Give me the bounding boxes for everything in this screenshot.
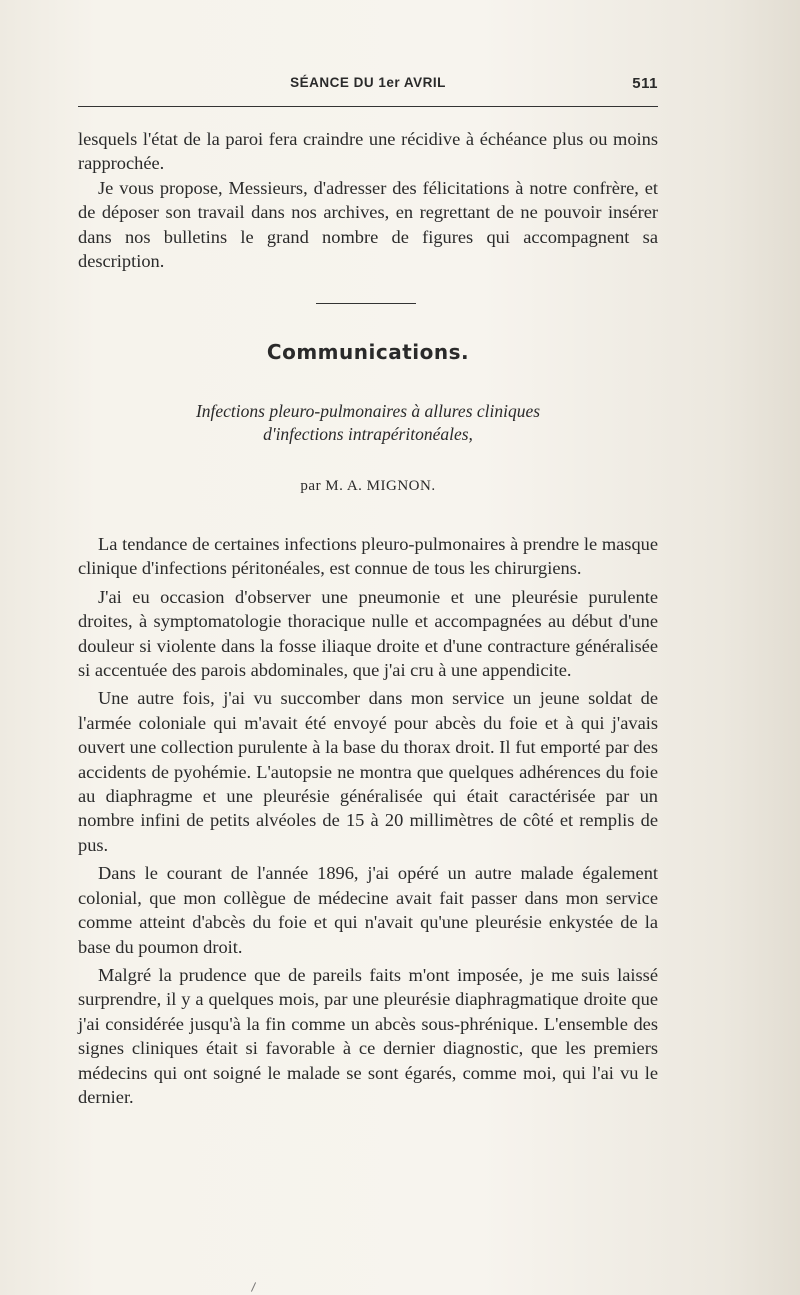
- article-title-line: Infections pleuro-pulmonaires à allures cliniques: [195, 401, 541, 421]
- paragraph: Je vous propose, Messieurs, d'adresser des félicitations à notre confrère, et de déposer son travail dans nos archives, en regrettant de ne pouvoir insérer dans nos bulletins le grand nombre de figures qui accompagnent sa description.: [78, 177, 658, 272]
- section-title: Communications.: [266, 340, 470, 364]
- section-divider: [316, 303, 416, 304]
- article-title: [78, 400, 658, 446]
- page-number: 511: [632, 75, 658, 92]
- intro-text: [78, 127, 658, 273]
- paragraph: Malgré la prudence que de pareils faits m'ont imposée, je me suis laissé surprendre, il y a quelques mois, par une pleurésie diaphragmatique droite que j'ai considérée jusqu'à la fin comme un abcès sous-phrénique. L'ensemble des signes cliniques était si favorable à ce dernier diagnostic, que les premiers médecins qui ont soigné le malade se sont égarés, comme moi, qui l'ai vu le dernier.: [78, 964, 658, 1107]
- paragraph: Dans le courant de l'année 1896, j'ai opéré un autre malade également colonial, que mon collègue de médecine avait fait passer dans mon service comme atteint d'abcès du foie et qui n'avait qu'une pleurésie enkystée de la base du poumon droit.: [78, 863, 658, 957]
- running-title: SÉANCE DU 1er AVRIL: [290, 75, 446, 90]
- paragraph: J'ai eu occasion d'observer une pneumonie et une pleurésie purulente droites, à symptomatologie thoracique nulle et accompagnées au début d'une douleur si violente dans la fosse iliaque droite et d'une contracture généralisée si accentuée des parois abdominales, que j'ai cru à une appendicite.: [78, 586, 658, 681]
- header-rule: [78, 106, 658, 107]
- running-header: [78, 75, 658, 97]
- article-body: [78, 532, 658, 1109]
- ink-mark: [251, 1282, 256, 1291]
- article-title-line: d'infections intrapéritonéales,: [263, 424, 473, 444]
- paragraph: Une autre fois, j'ai vu succomber dans mon service un jeune soldat de l'armée coloniale qui m'avait été envoyé pour abcès du foie et à qui j'avais ouvert une collection purulente à la base du thorax droit. Il fut emporté par des accidents de pyohémie. L'autopsie ne montra que quelques adhérences du foie au diaphragme et une pleurésie généralisée qui était caractérisée par un nombre infini de petits alvéoles de 15 à 20 millimètres de côté et remplis de pus.: [78, 688, 658, 855]
- article-author: par M. A. MIGNON.: [300, 478, 436, 494]
- paragraph: La tendance de certaines infections pleuro-pulmonaires à prendre le masque clinique d'infections péritonéales, est connue de tous les chirurgiens.: [78, 534, 658, 579]
- paragraph: lesquels l'état de la paroi fera craindre une récidive à échéance plus ou moins rapprochée.: [78, 129, 658, 174]
